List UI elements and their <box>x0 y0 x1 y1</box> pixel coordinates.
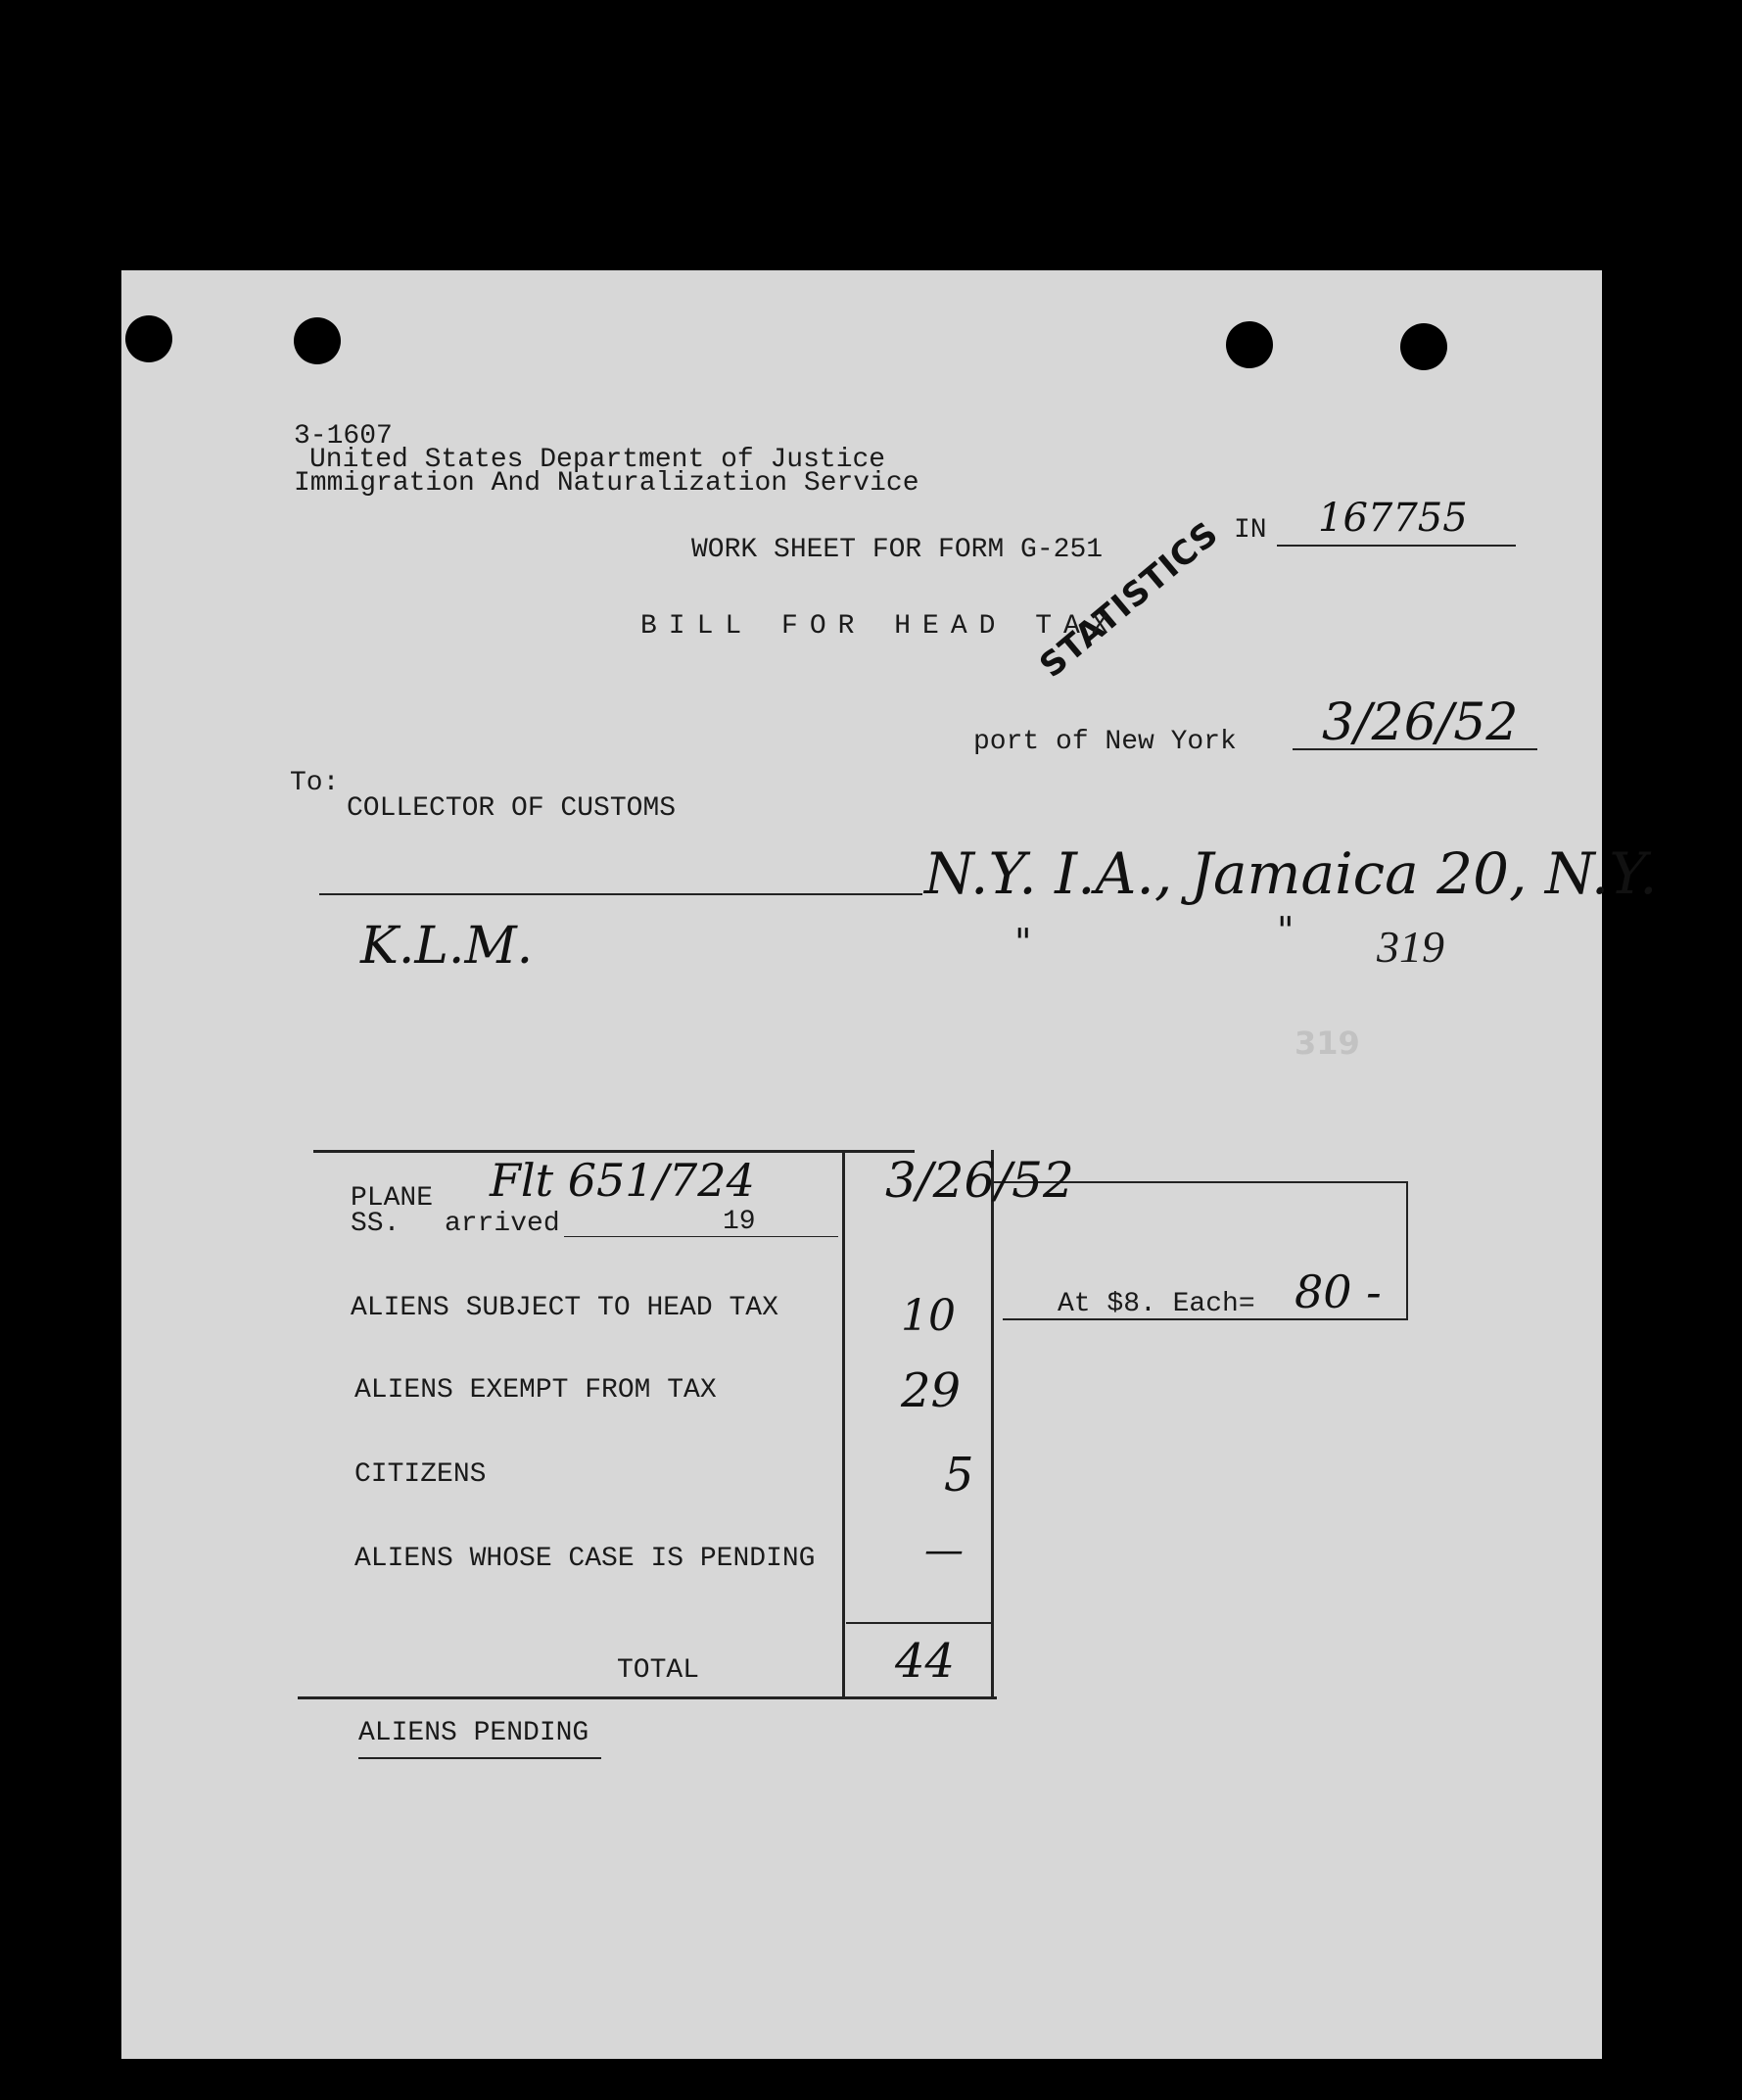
aliens-pending-label: ALIENS PENDING <box>358 1718 589 1748</box>
ditto-mark-2: " <box>1277 909 1295 952</box>
table-top-rule <box>313 1150 915 1153</box>
in-number: 167755 <box>1318 496 1468 541</box>
flight-handwritten: Flt 651/724 <box>490 1154 755 1207</box>
rate-box-top-ext <box>1300 1181 1408 1183</box>
total-label: TOTAL <box>617 1655 700 1686</box>
port-label: port of New York <box>973 727 1237 757</box>
total-value: 44 <box>895 1634 956 1689</box>
department-name: United States Department of Justice <box>309 445 886 475</box>
punch-hole-1 <box>125 315 172 362</box>
form-number: 3-1607 <box>294 421 393 452</box>
statistics-stamp: STATISTICS <box>1032 513 1227 686</box>
row-value-citizens: 5 <box>944 1448 974 1503</box>
header-date: 3/26/52 <box>1322 693 1519 752</box>
punch-hole-3 <box>1226 321 1273 368</box>
row-value-exempt: 29 <box>901 1363 962 1418</box>
in-number-underline <box>1277 545 1516 547</box>
row-label-subject: ALIENS SUBJECT TO HEAD TAX <box>351 1293 778 1323</box>
table-bottom-rule <box>298 1696 997 1699</box>
table-divider-right <box>991 1150 994 1698</box>
punch-hole-2 <box>294 317 341 364</box>
route-number: 319 <box>1377 922 1444 972</box>
row-label-pending: ALIENS WHOSE CASE IS PENDING <box>354 1544 816 1574</box>
rate-amount: 80 - <box>1295 1265 1382 1318</box>
rate-box-right <box>1406 1181 1408 1320</box>
row-label-exempt: ALIENS EXEMPT FROM TAX <box>354 1375 717 1406</box>
arrived-label: arrived <box>445 1209 560 1239</box>
row-label-citizens: CITIZENS <box>354 1459 487 1490</box>
row-value-subject: 10 <box>901 1291 956 1341</box>
ss-label: SS. <box>351 1209 400 1239</box>
aliens-pending-underline <box>358 1757 601 1759</box>
total-rule <box>846 1622 991 1624</box>
location-handwritten: N.Y. I.A., Jamaica 20, N.Y. <box>924 840 1658 907</box>
arrival-date-handwritten: 3/26/52 <box>885 1152 1074 1209</box>
collector-label: COLLECTOR OF CUSTOMS <box>347 793 677 824</box>
document-page <box>121 270 1658 2059</box>
service-name: Immigration And Naturalization Service <box>294 468 919 499</box>
year-prefix: 19 <box>723 1207 756 1237</box>
rate-label: At $8. Each= <box>1058 1289 1255 1319</box>
arrived-underline <box>564 1236 838 1237</box>
row-value-pending: — <box>924 1528 964 1573</box>
carrier-handwritten: K.L.M. <box>360 917 534 976</box>
plane-label: PLANE <box>351 1183 434 1214</box>
route-number-faint: 319 <box>1295 1025 1360 1062</box>
collector-underline <box>319 893 922 895</box>
ditto-mark-1: " <box>1014 921 1032 964</box>
table-divider-left <box>842 1150 845 1698</box>
punch-hole-4 <box>1400 323 1447 370</box>
bill-title: BILL FOR HEAD TAX <box>640 611 1120 642</box>
worksheet-title: WORK SHEET FOR FORM G-251 <box>691 535 1104 565</box>
to-label: To: <box>290 768 340 798</box>
in-label: IN <box>1234 515 1267 546</box>
